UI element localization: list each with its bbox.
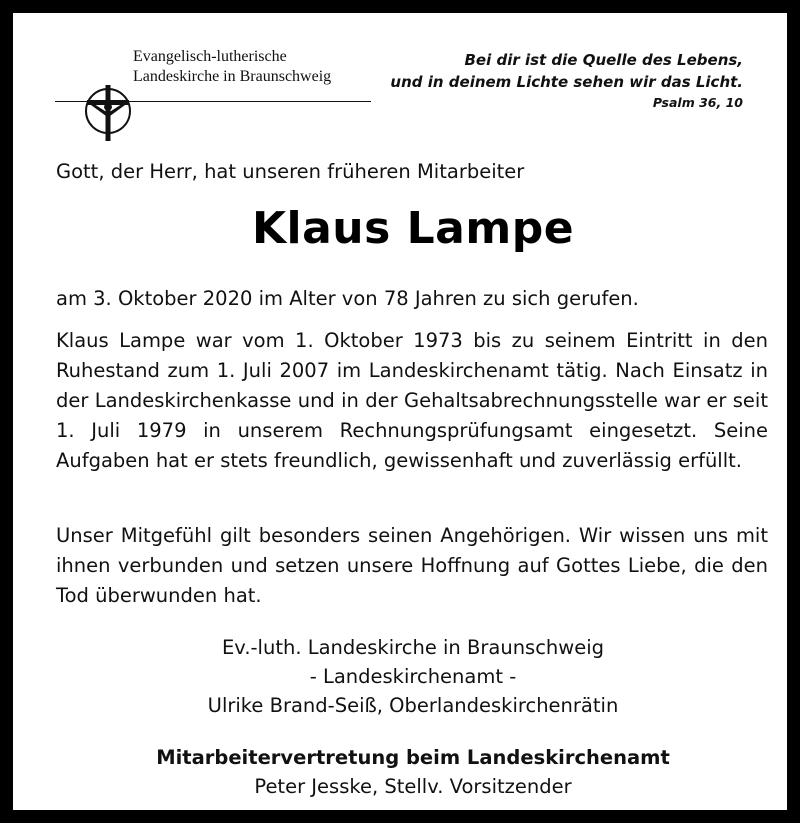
staff-signature-line2: Peter Jesske, Stellv. Vorsitzender	[254, 775, 572, 798]
verse-line1: Bei dir ist die Quelle des Lebens,	[464, 51, 743, 69]
church-name-line2: Landeskirche in Braunschweig	[133, 68, 332, 85]
verse-reference: Psalm 36, 10	[652, 95, 743, 110]
career-paragraph: Klaus Lampe war vom 1. Oktober 1973 bis zu seinem Eintritt in den Ruhestand zum 1. Juli 2007 im Landeskirchenamt tätig. Nach Einsatz in der Landeskirchenkasse und in der Gehaltsabrechnungsstelle war er seit 1. Juli 1979 in unserem Rechnungsprüfungsamt eingesetzt. Seine Aufgaben hat er stets freundlich, gewissenhaft und zuverlässig erfüllt.	[56, 329, 768, 472]
deceased-name: Klaus Lampe	[251, 203, 575, 254]
crucifix-icon	[81, 83, 135, 143]
church-signature-line3: Ulrike Brand-Seiß, Oberlandeskirchenrätin	[207, 694, 619, 717]
verse-line2: und in deinem Lichte sehen wir das Licht.	[390, 73, 743, 91]
death-paragraph: am 3. Oktober 2020 im Alter von 78 Jahren zu sich gerufen.	[56, 287, 639, 310]
intro-text: Gott, der Herr, hat unseren früheren Mitarbeiter	[56, 160, 525, 183]
church-name-line1: Evangelisch-lutherische	[133, 48, 287, 65]
sympathy-paragraph: Unser Mitgefühl gilt besonders seinen Angehörigen. Wir wissen uns mit ihnen verbunden und setzen unsere Hoffnung auf Gottes Liebe, die den Tod überwunden hat.	[56, 524, 768, 607]
church-signature	[13, 633, 800, 720]
church-signature-line1: Ev.-luth. Landeskirche in Braunschweig	[221, 636, 605, 659]
psalm-verse	[323, 49, 743, 113]
staff-signature-line1: Mitarbeitervertretung beim Landeskirchenamt	[156, 746, 670, 769]
staff-signature	[13, 743, 800, 801]
church-signature-line2: - Landeskirchenamt -	[309, 665, 517, 688]
church-name	[133, 47, 331, 87]
